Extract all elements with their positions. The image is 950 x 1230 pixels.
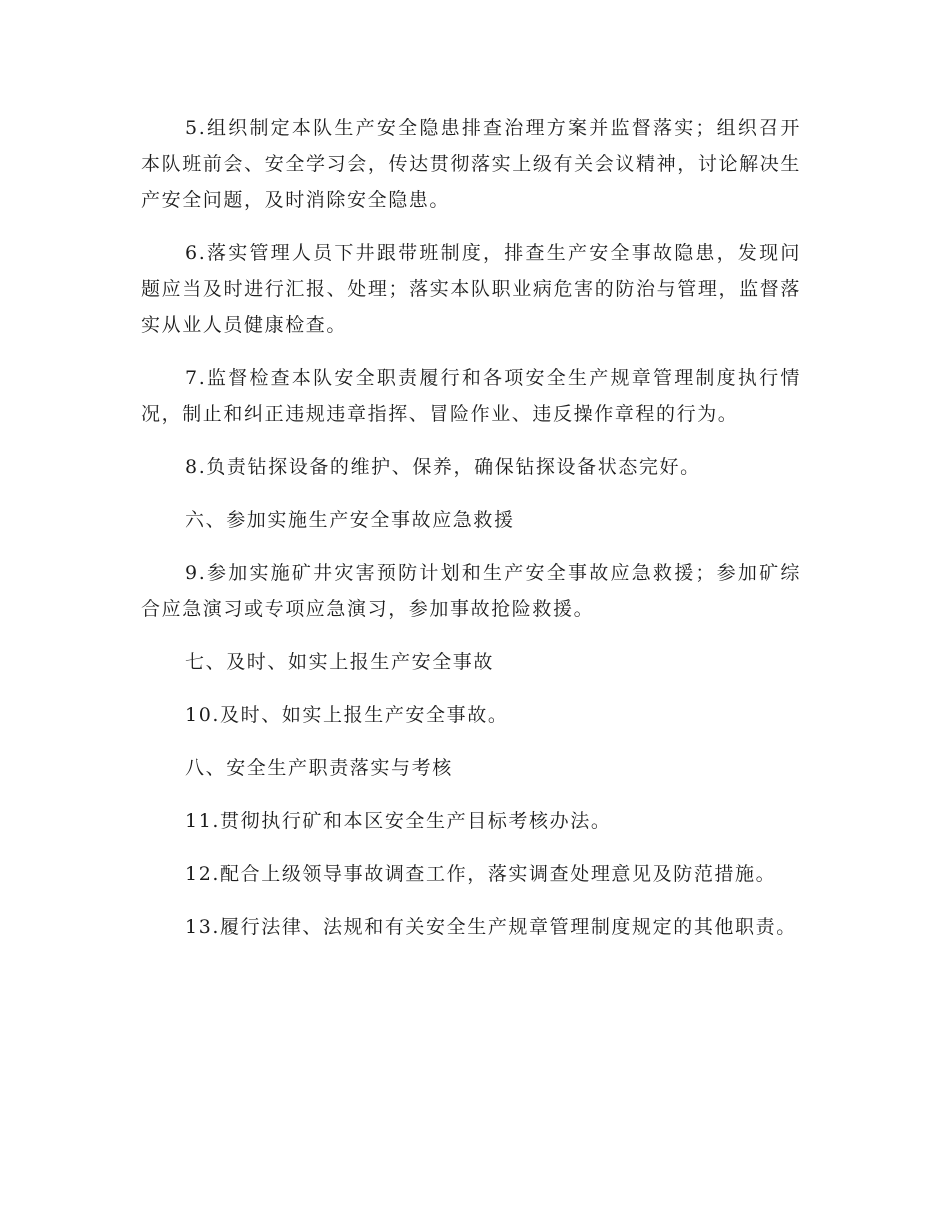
document-body [141, 110, 801, 962]
paragraph-item-6: 6.落实管理人员下井跟带班制度，排查生产安全事故隐患，发现问题应当及时进行汇报、处理；落实本队职业病危害的防治与管理，监督落实从业人员健康检查。 [141, 242, 801, 336]
section-heading-7: 七、及时、如实上报生产安全事故 [185, 651, 495, 673]
paragraph-item-9: 9.参加实施矿井灾害预防计划和生产安全事故应急救援；参加矿综合应急演习或专项应急演习，参加事故抢险救援。 [141, 562, 801, 620]
paragraph-item-13: 13.履行法律、法规和有关安全生产规章管理制度规定的其他职责。 [185, 916, 797, 938]
section-heading-6: 六、参加实施生产安全事故应急救援 [185, 509, 515, 531]
paragraph-item-11: 11.贯彻执行矿和本区安全生产目标考核办法。 [185, 810, 612, 832]
section-heading-8: 八、安全生产职责落实与考核 [185, 757, 453, 779]
paragraph-item-8: 8.负责钻探设备的维护、保养，确保钻探设备状态完好。 [185, 456, 701, 478]
paragraph-item-12: 12.配合上级领导事故调查工作，落实调查处理意见及防范措施。 [185, 863, 777, 885]
paragraph-item-10: 10.及时、如实上报生产安全事故。 [185, 704, 509, 726]
paragraph-item-5: 5.组织制定本队生产安全隐患排查治理方案并监督落实；组织召开本队班前会、安全学习会，传达贯彻落实上级有关会议精神，讨论解决生产安全问题，及时消除安全隐患。 [141, 117, 801, 211]
paragraph-item-7: 7.监督检查本队安全职责履行和各项安全生产规章管理制度执行情况，制止和纠正违规违章指挥、冒险作业、违反操作章程的行为。 [141, 367, 801, 425]
